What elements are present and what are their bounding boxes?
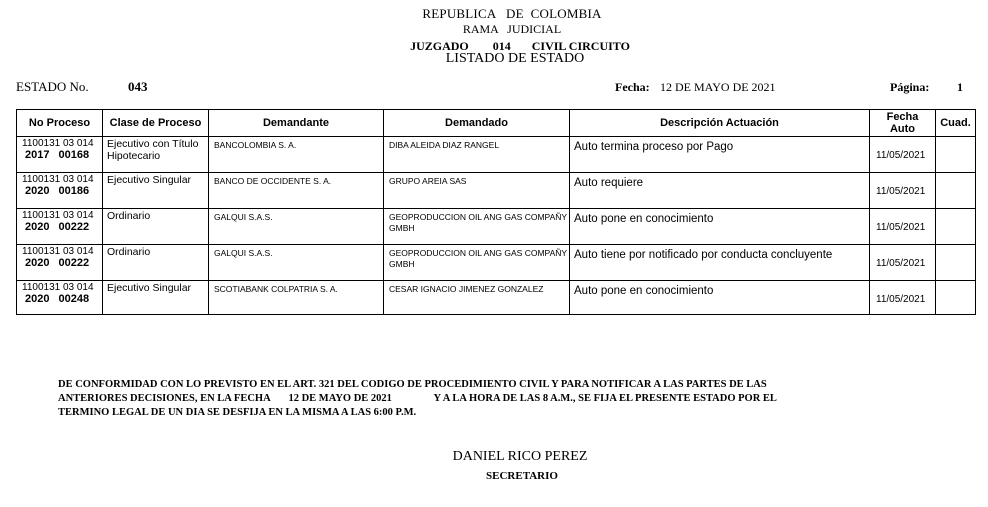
cell-demandado <box>384 173 570 209</box>
legal-line-2: ANTERIORES DECISIONES, EN LA FECHA 12 DE MAYO DE 2021 Y A LA HORA DE LAS 8 A.M., SE FIJA EL PRESENTE ESTADO POR EL <box>58 393 777 404</box>
cell-proceso <box>17 209 103 245</box>
estado-number: 043 <box>128 79 148 94</box>
proceso-number: 2017 00168 <box>25 149 90 161</box>
cell-clase <box>103 209 209 245</box>
demandante-text: BANCOLOMBIA S. A. <box>214 140 297 150</box>
pagina-label: Página: <box>890 80 930 94</box>
proceso-number: 2020 00222 <box>25 257 90 269</box>
cell-demandante <box>209 209 384 245</box>
cell-fecha <box>870 173 936 209</box>
table-row <box>17 173 976 209</box>
col-header-no-proceso: No Proceso <box>17 110 103 137</box>
legal-line-3: TERMINO LEGAL DE UN DIA SE DESFIJA EN LA MISMA A LAS 6:00 P.M. <box>58 407 417 418</box>
cell-descripcion <box>570 281 870 315</box>
demandado-text: GEOPRODUCCION OIL ANG GAS COMPAÑY GMBH <box>389 212 567 233</box>
descripcion-text: Auto pone en conocimiento <box>574 285 714 297</box>
descripcion-text: Auto termina proceso por Pago <box>574 141 734 153</box>
cell-cuad <box>936 209 976 245</box>
proceso-number: 2020 00222 <box>25 221 90 233</box>
clase-text: Ejecutivo Singular <box>107 282 192 294</box>
fecha-value: 12 DE MAYO DE 2021 <box>660 80 776 94</box>
legal-line-1: DE CONFORMIDAD CON LO PREVISTO EN EL ART. 321 DEL CODIGO DE PROCEDIMIENTO CIVIL Y PARA NOTIFICAR A LAS PARTES DE LAS <box>58 379 767 390</box>
cell-proceso <box>17 281 103 315</box>
cell-fecha <box>870 209 936 245</box>
cell-descripcion <box>570 137 870 173</box>
proceso-number: 2020 00186 <box>25 185 90 197</box>
cell-demandado <box>384 209 570 245</box>
cell-clase <box>103 173 209 209</box>
fecha-text: 11/05/2021 <box>876 150 926 161</box>
clase-text: Ordinario <box>107 210 151 222</box>
cell-proceso <box>17 137 103 173</box>
cell-demandado <box>384 245 570 281</box>
demandante-text: GALQUI S.A.S. <box>214 248 273 258</box>
signature-name: DANIEL RICO PEREZ <box>452 449 588 464</box>
col-header-demandado: Demandado <box>384 110 570 137</box>
descripcion-text: Auto pone en conocimiento <box>574 213 714 225</box>
cell-clase <box>103 281 209 315</box>
estado-table <box>16 109 976 315</box>
fecha-label: Fecha: <box>615 80 650 94</box>
cell-descripcion <box>570 245 870 281</box>
proceso-code: 1100131 03 014 <box>22 174 94 185</box>
demandado-text: GRUPO AREIA SAS <box>389 176 467 186</box>
proceso-code: 1100131 03 014 <box>22 246 94 257</box>
pagina-value: 1 <box>957 80 963 94</box>
signature-role: SECRETARIO <box>486 470 558 482</box>
cell-demandado <box>384 281 570 315</box>
col-header-cuad: Cuad. <box>936 110 976 137</box>
header-juzgado: JUZGADO 014 CIVIL CIRCUITO <box>410 39 630 53</box>
header-republica: REPUBLICA DE COLOMBIA <box>422 6 602 21</box>
demandante-text: BANCO DE OCCIDENTE S. A. <box>214 176 332 186</box>
table-row <box>17 281 976 315</box>
header-listado: LISTADO DE ESTADO <box>445 51 585 66</box>
cell-proceso <box>17 245 103 281</box>
cell-demandante <box>209 137 384 173</box>
col-header-descripcion: Descripción Actuación <box>570 110 870 137</box>
header-rama-judicial: RAMA JUDICIAL <box>462 22 562 36</box>
table-row <box>17 209 976 245</box>
cell-cuad <box>936 245 976 281</box>
table-header-row <box>17 110 976 137</box>
fecha-text: 11/05/2021 <box>876 294 926 305</box>
proceso-code: 1100131 03 014 <box>22 210 94 221</box>
fecha-text: 11/05/2021 <box>876 258 926 269</box>
cell-demandante <box>209 173 384 209</box>
descripcion-text: Auto requiere <box>574 177 644 189</box>
proceso-code: 1100131 03 014 <box>22 138 94 149</box>
cell-demandante <box>209 281 384 315</box>
descripcion-text: Auto tiene por notificado por conducta concluyente <box>574 249 833 261</box>
cell-cuad <box>936 281 976 315</box>
cell-fecha <box>870 245 936 281</box>
clase-text: Ordinario <box>107 246 151 258</box>
cell-cuad <box>936 137 976 173</box>
cell-descripcion <box>570 173 870 209</box>
clase-text: Ejecutivo Singular <box>107 174 192 186</box>
cell-fecha <box>870 137 936 173</box>
demandado-text: DIBA ALEIDA DIAZ RANGEL <box>389 140 500 150</box>
fecha-text: 11/05/2021 <box>876 222 926 233</box>
proceso-code: 1100131 03 014 <box>22 282 94 293</box>
clase-text: Ejecutivo con Título Hipotecario <box>107 138 199 162</box>
table-row <box>17 137 976 173</box>
demandado-text: GEOPRODUCCION OIL ANG GAS COMPAÑY GMBH <box>389 248 567 269</box>
cell-cuad <box>936 173 976 209</box>
legal-notice <box>58 378 777 420</box>
col-header-fecha-auto: Fecha Auto <box>870 110 936 137</box>
cell-descripcion <box>570 209 870 245</box>
demandado-text: CESAR IGNACIO JIMENEZ GONZALEZ <box>389 284 544 294</box>
table-row <box>17 245 976 281</box>
estado-label: ESTADO No. <box>16 79 89 94</box>
col-header-clase: Clase de Proceso <box>103 110 209 137</box>
demandante-text: SCOTIABANK COLPATRIA S. A. <box>214 284 338 294</box>
col-header-demandante: Demandante <box>209 110 384 137</box>
cell-fecha <box>870 281 936 315</box>
cell-proceso <box>17 173 103 209</box>
cell-demandante <box>209 245 384 281</box>
proceso-number: 2020 00248 <box>25 293 90 305</box>
cell-clase <box>103 245 209 281</box>
fecha-text: 11/05/2021 <box>876 186 926 197</box>
cell-clase <box>103 137 209 173</box>
cell-demandado <box>384 137 570 173</box>
demandante-text: GALQUI S.A.S. <box>214 212 273 222</box>
